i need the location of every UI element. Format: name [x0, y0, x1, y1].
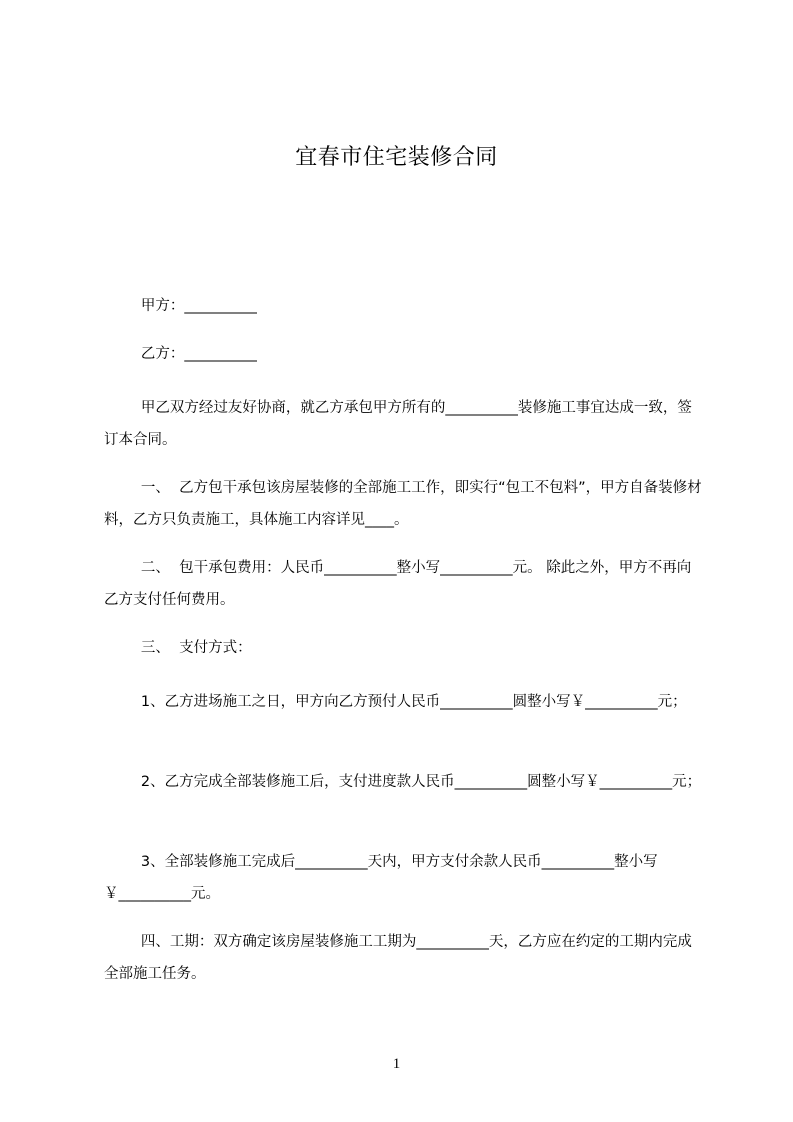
clause-three-heading: 三、 支付方式： — [104, 640, 252, 656]
clause-one-paragraph: 一、 乙方包干承包该房屋装修的全部施工工作，即实行“包工不包料”，甲方自备装修材料，乙方只负责施工，具体施工内容详见____。 — [104, 480, 702, 528]
document-title: 宜春市住宅装修合同 — [295, 145, 498, 170]
page-number: 1 — [392, 1056, 401, 1072]
payment-item-3: 3、全部装修施工完成后__________天内，甲方支付余款人民币__________整小写￥__________元。 — [104, 854, 658, 902]
party-b-line: 乙方：__________ — [104, 346, 257, 362]
preamble-paragraph: 甲乙双方经过友好协商，就乙方承包甲方所有的__________装修施工事宜达成一致，签订本合同。 — [104, 400, 692, 448]
payment-item-1: 1、乙方进场施工之日，甲方向乙方预付人民币__________圆整小写￥__________元； — [104, 694, 687, 710]
clause-two-paragraph: 二、 包干承包费用：人民币__________整小写__________元。 除此之外，甲方不再向乙方支付任何费用。 — [104, 560, 692, 608]
clause-four-paragraph: 四、工期：双方确定该房屋装修施工工期为__________天，乙方应在约定的工期内完成全部施工任务。 — [104, 934, 692, 982]
payment-item-2: 2、乙方完成全部装修施工后，支付进度款人民币__________圆整小写￥__________元； — [104, 774, 702, 790]
party-a-line: 甲方：__________ — [104, 298, 257, 314]
